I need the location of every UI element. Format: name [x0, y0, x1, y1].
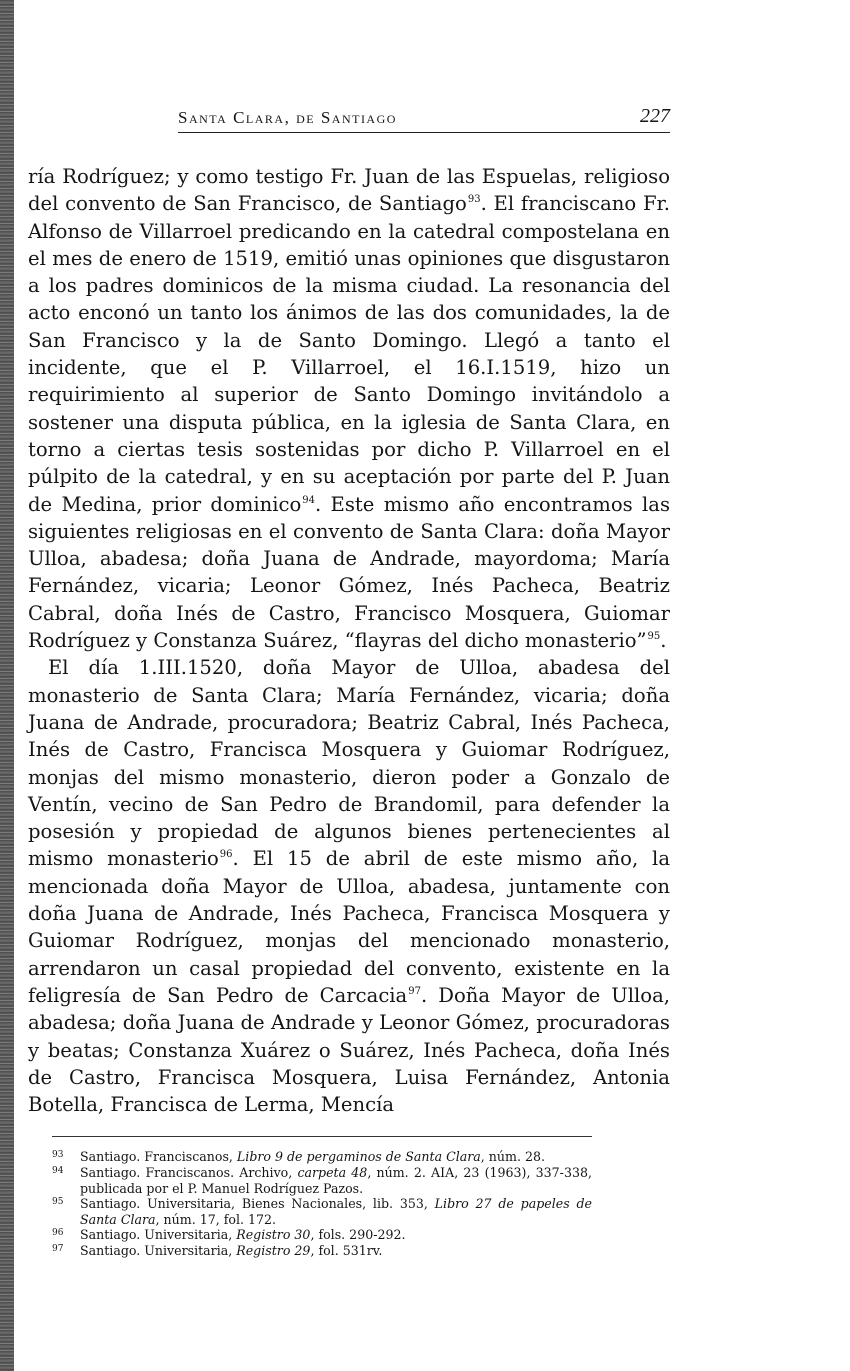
footnote-text: , núm. 28.	[480, 1149, 546, 1165]
running-head	[178, 100, 670, 133]
footnote-ref: 96	[219, 849, 233, 861]
paragraph	[28, 163, 670, 654]
footnote-text: Santiago. Franciscanos. Archivo,	[80, 1164, 298, 1180]
footnote-ref: 93	[467, 194, 481, 206]
footnote-text: Santiago. Universitaria,	[80, 1227, 237, 1243]
footnote-title: Registro 29	[236, 1242, 311, 1258]
book-page	[28, 100, 670, 1259]
footnote	[52, 1227, 592, 1243]
text-run: . Este mismo año encontramos las siguientes religiosas en el convento de Santa Clara: doña Mayor Ulloa, abadesa; doña Juana de Andrade, mayordoma; María Fernández, vicaria; Leonor Gómez, Inés Pacheca, Beatriz Cabral, doña Inés de Castro, Francisco Mosquera, Guiomar Rodríguez y Constanza Suárez, “flayras del dicho monasterio”	[28, 492, 670, 653]
footnote-text: Santiago. Universitaria, Bienes Nacionales, lib. 353,	[80, 1196, 435, 1212]
footnote-number: 94	[52, 1165, 64, 1176]
footnote-text: Santiago. Franciscanos,	[80, 1149, 237, 1165]
text-run: El día 1.III.1520, doña Mayor de Ulloa, abadesa del monasterio de Santa Clara; María Fernández, vicaria; doña Juana de Andrade, procuradora; Beatriz Cabral, Inés Pacheca, Inés de Castro, Francisca Mosquera y Guiomar Rodríguez, monjas del mismo monasterio, dieron poder a Gonzalo de Ventín, vecino de San Pedro de Brandomil, para defender la posesión y propiedad de algunos bienes pertenecientes al mismo monasterio	[28, 656, 670, 871]
footnote-text: , núm. 2. AIA, 23 (1963), 337-338, publicada por el P. Manuel Rodríguez Pazos.	[80, 1164, 592, 1196]
footnote-ref: 95	[647, 631, 661, 643]
body-text	[28, 163, 670, 1118]
footnote-ref: 94	[302, 494, 316, 506]
footnote-title: carpeta 48	[297, 1164, 368, 1180]
text-run: . El 15 de abril de este mismo año, la mencionada doña Mayor de Ulloa, abadesa, juntamente con doña Juana de Andrade, Inés Pacheca, Francisca Mosquera y Guiomar Rodríguez, monjas del mencionado monasterio, arrendaron un casal propiedad del convento, existente en la feligresía de San Pedro de Carcacia	[28, 847, 670, 1007]
footnote	[52, 1196, 592, 1227]
footnote	[52, 1165, 592, 1196]
footnote	[52, 1243, 592, 1259]
footnote-ref: 97	[408, 985, 421, 997]
page-number: 227	[640, 105, 670, 127]
footnote-text: Santiago. Universitaria,	[80, 1242, 237, 1258]
text-run: . Doña Mayor de Ulloa, abadesa; doña Juana de Andrade y Leonor Gómez, procuradoras y beatas; Constanza Xuárez o Suárez, Inés Pacheca, doña Inés de Castro, Francisca Mosquera, Luisa Fernández, Antonia Botella, Francisca de Lerma, Mencía	[28, 983, 670, 1117]
text-run: . El franciscano Fr. Alfonso de Villarroel predicando en la catedral compostelana en el mes de enero de 1519, emitió unas opiniones que disgustaron a los padres dominicos de la misma ciudad. La resonancia del acto enconó un tanto los ánimos de las dos comunidades, la de San Francisco y la de Santo Domingo. Llegó a tanto el incidente, que el P. Villarroel, el 16.I.1519, hizo un requirimiento al superior de Santo Domingo invitándolo a sostener una disputa pública, en la iglesia de Santa Clara, en torno a ciertas tesis sostenidas por dicho P. Villarroel en el púlpito de la catedral, y en su aceptación por parte del P. Juan de Medina, prior dominico	[28, 192, 670, 516]
footnote-title: Libro 27 de papeles de Santa Clara	[80, 1196, 592, 1227]
text-run: ría Rodríguez; y como testigo Fr. Juan de las Espuelas, religioso del convento de San Francisco, de Santiago	[28, 165, 670, 216]
footnote-text: , fols. 290-292.	[310, 1227, 406, 1243]
footnote-number: 93	[52, 1150, 64, 1161]
running-title: Santa Clara, de Santiago	[178, 108, 397, 127]
footnote-text: , núm. 17, fol. 172.	[155, 1211, 277, 1227]
footnote-number: 95	[52, 1197, 64, 1208]
footnotes	[52, 1136, 592, 1258]
paragraph	[28, 654, 670, 1118]
footnote-number: 96	[52, 1228, 64, 1239]
footnote-text: , fol. 531rv.	[310, 1242, 383, 1258]
footnote-title: Registro 30	[236, 1227, 311, 1243]
footnote-number: 97	[52, 1243, 64, 1254]
footnote-title: Libro 9 de pergaminos de Santa Clara	[236, 1149, 481, 1165]
binding-edge	[0, 0, 14, 1371]
footnote	[52, 1149, 592, 1165]
text-run: .	[660, 629, 667, 653]
